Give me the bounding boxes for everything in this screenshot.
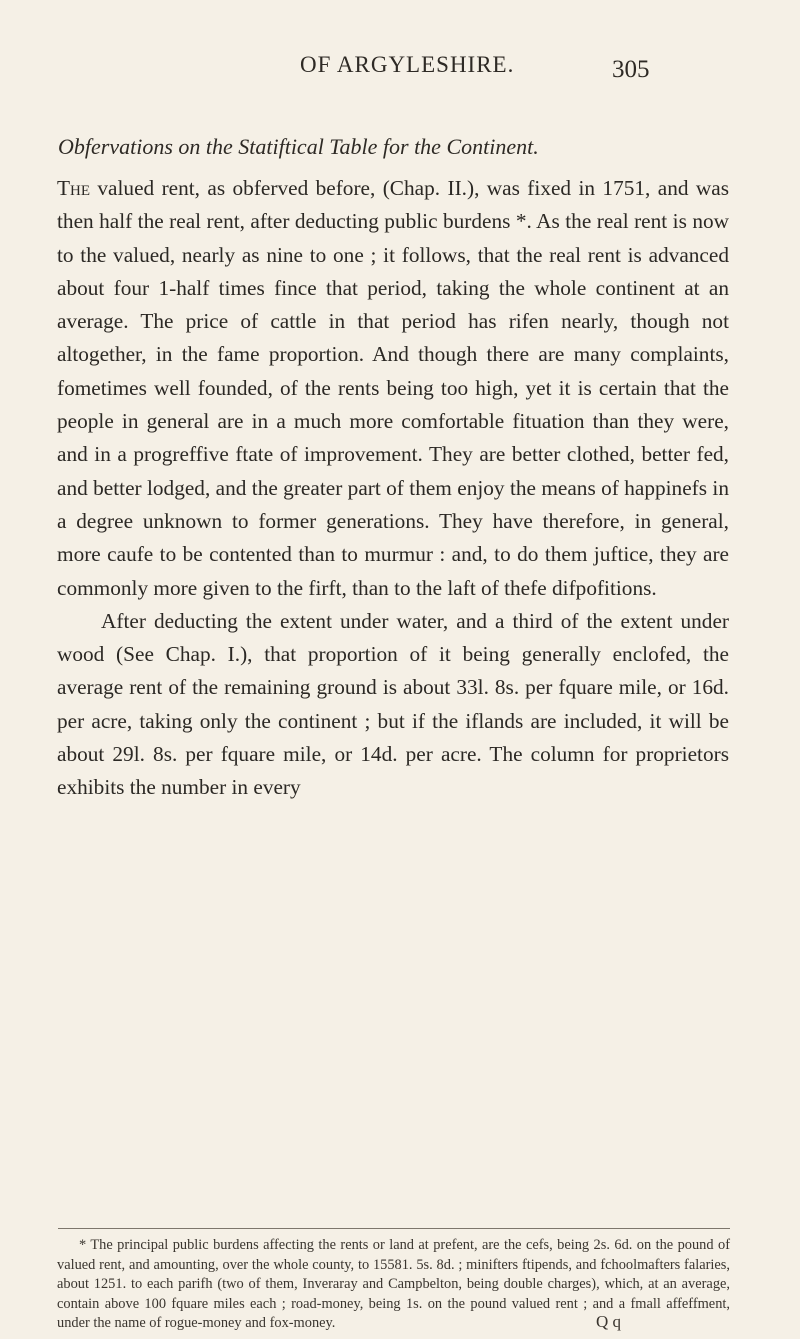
footnote: [57, 1236, 730, 1334]
footnote-divider: [58, 1228, 730, 1229]
paragraph-1-lead: The: [57, 176, 91, 200]
page-number: 305: [612, 56, 650, 83]
body-text: [57, 172, 729, 805]
paragraph-1-text: valued rent, as obferved before, (Chap. II.), was fixed in 1751, and was then half the real rent, after deducting public burdens *. As the real rent is now to the valued, nearly as nine to one ; it follows, that the real rent is advanced about four 1-half times fince that period, taking the whole continent at an average. The price of cattle in that period has rifen nearly, though not altogether, in the fame proportion. And though there are many complaints, fometimes well founded, of the rents being too high, yet it is certain that the people in general are in a much more comfortable fituation than they were, and in a progreffive ftate of improvement. They are better clothed, better fed, and better lodged, and the greater part of them enjoy the means of happinefs in a degree unknown to former generations. They have therefore, in general, more caufe to be contented than to murmur : and, to do them juftice, they are commonly more given to the firft, than to the laft of thefe difpofitions.: [57, 176, 729, 600]
catchword: Q q: [596, 1312, 622, 1331]
section-title: Obfervations on the Statiftical Table for the Continent.: [58, 134, 539, 159]
running-title: OF ARGYLESHIRE.: [300, 52, 515, 77]
paragraph-2: After deducting the extent under water, and a third of the extent under wood (See Chap. I.), that proportion of it being generally enclofed, the average rent of the remaining ground is about 33l. 8s. per fquare mile, or 16d. per acre, taking only the continent ; but if the iflands are included, it will be about 29l. 8s. per fquare mile, or 14d. per acre. The column for proprietors exhibits the number in every: [57, 608, 729, 800]
paragraph-1: [57, 172, 729, 605]
footnote-text: * The principal public burdens affecting the rents or land at prefent, are the cefs, being 2s. 6d. on the pound of valued rent, and amounting, over the whole county, to 15581. 5s. 8d. ; minifters ftipends, and fchoolmafters falaries, about 1251. to each parifh (two of them, Inveraray and Campbelton, being double charges), which, at an average, contain above 100 fquare miles each ; road-money, being 1s. on the pound valued rent ; and a fmall affeffment, under the name of rogue-money and fox-money.: [57, 1237, 730, 1331]
running-head: [0, 52, 800, 88]
